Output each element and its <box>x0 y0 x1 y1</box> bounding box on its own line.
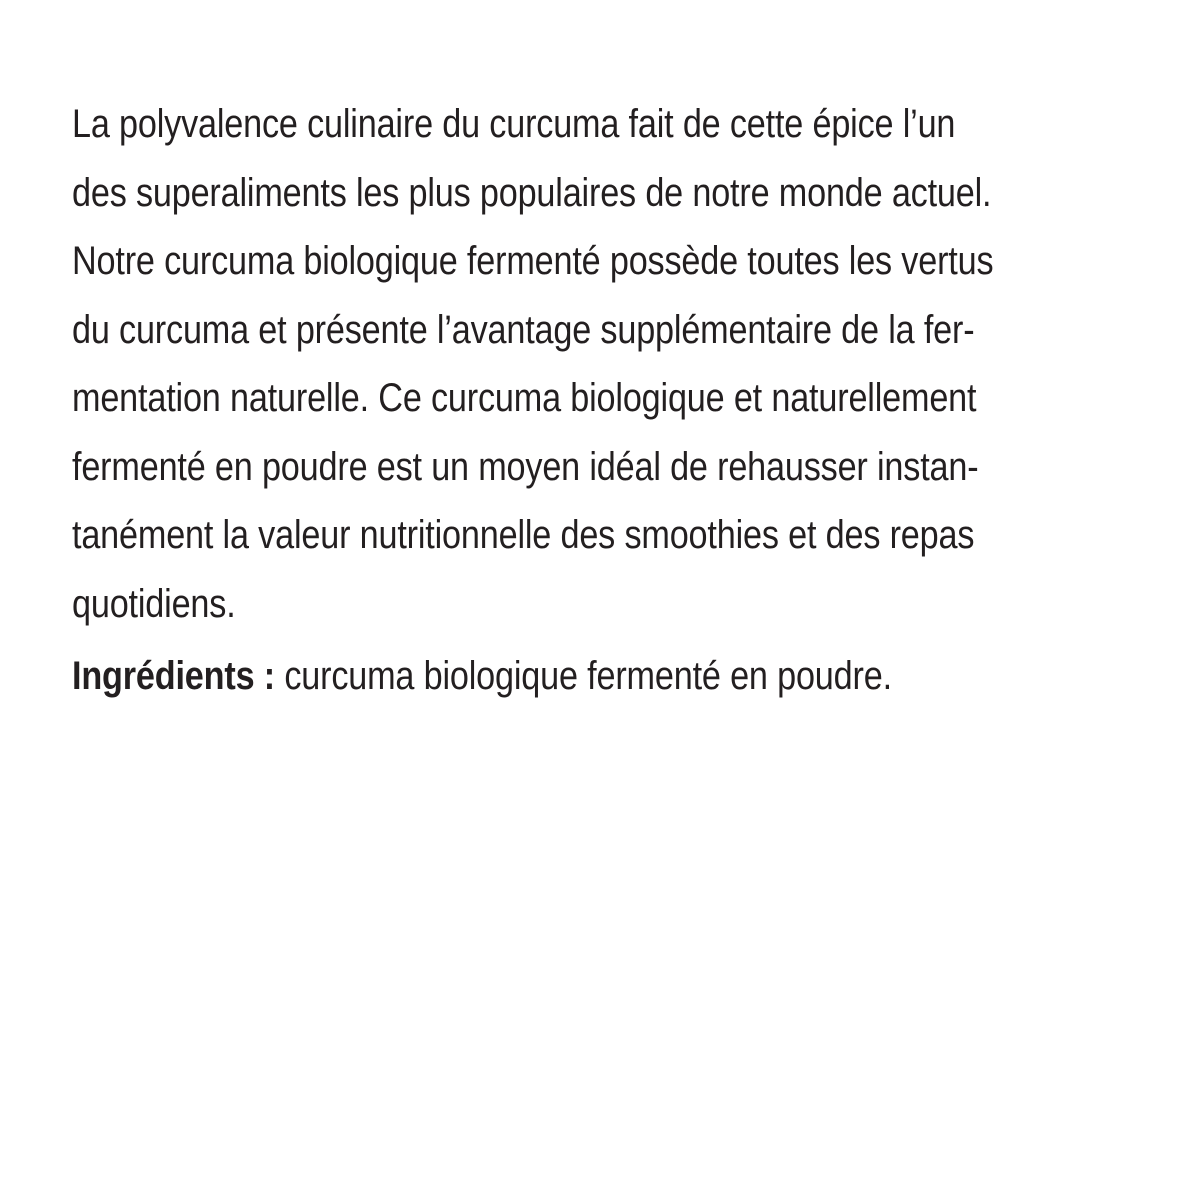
description-line-2: des superaliments les plus populaires de notre monde actuel. <box>72 170 992 215</box>
description-line-4: du curcuma et présente l’avantage supplémentaire de la fer- <box>72 307 975 352</box>
description-text-block <box>72 90 1172 711</box>
description-line-6: fermenté en poudre est un moyen idéal de rehausser instan- <box>72 444 979 489</box>
description-line-5: mentation naturelle. Ce curcuma biologique et naturellement <box>72 376 977 420</box>
description-line-8: quotidiens. <box>72 581 236 626</box>
description-line-1: La polyvalence culinaire du curcuma fait de cette épice l’un <box>72 102 956 146</box>
ingredients-line <box>72 642 1013 711</box>
description-line-7: tanément la valeur nutritionnelle des smoothies et des repas <box>72 513 975 557</box>
ingredients-value: curcuma biologique fermenté en poudre. <box>274 654 892 698</box>
description-line-3: Notre curcuma biologique fermenté possède toutes les vertus <box>72 239 994 283</box>
ingredients-label: Ingrédients : <box>72 654 275 698</box>
